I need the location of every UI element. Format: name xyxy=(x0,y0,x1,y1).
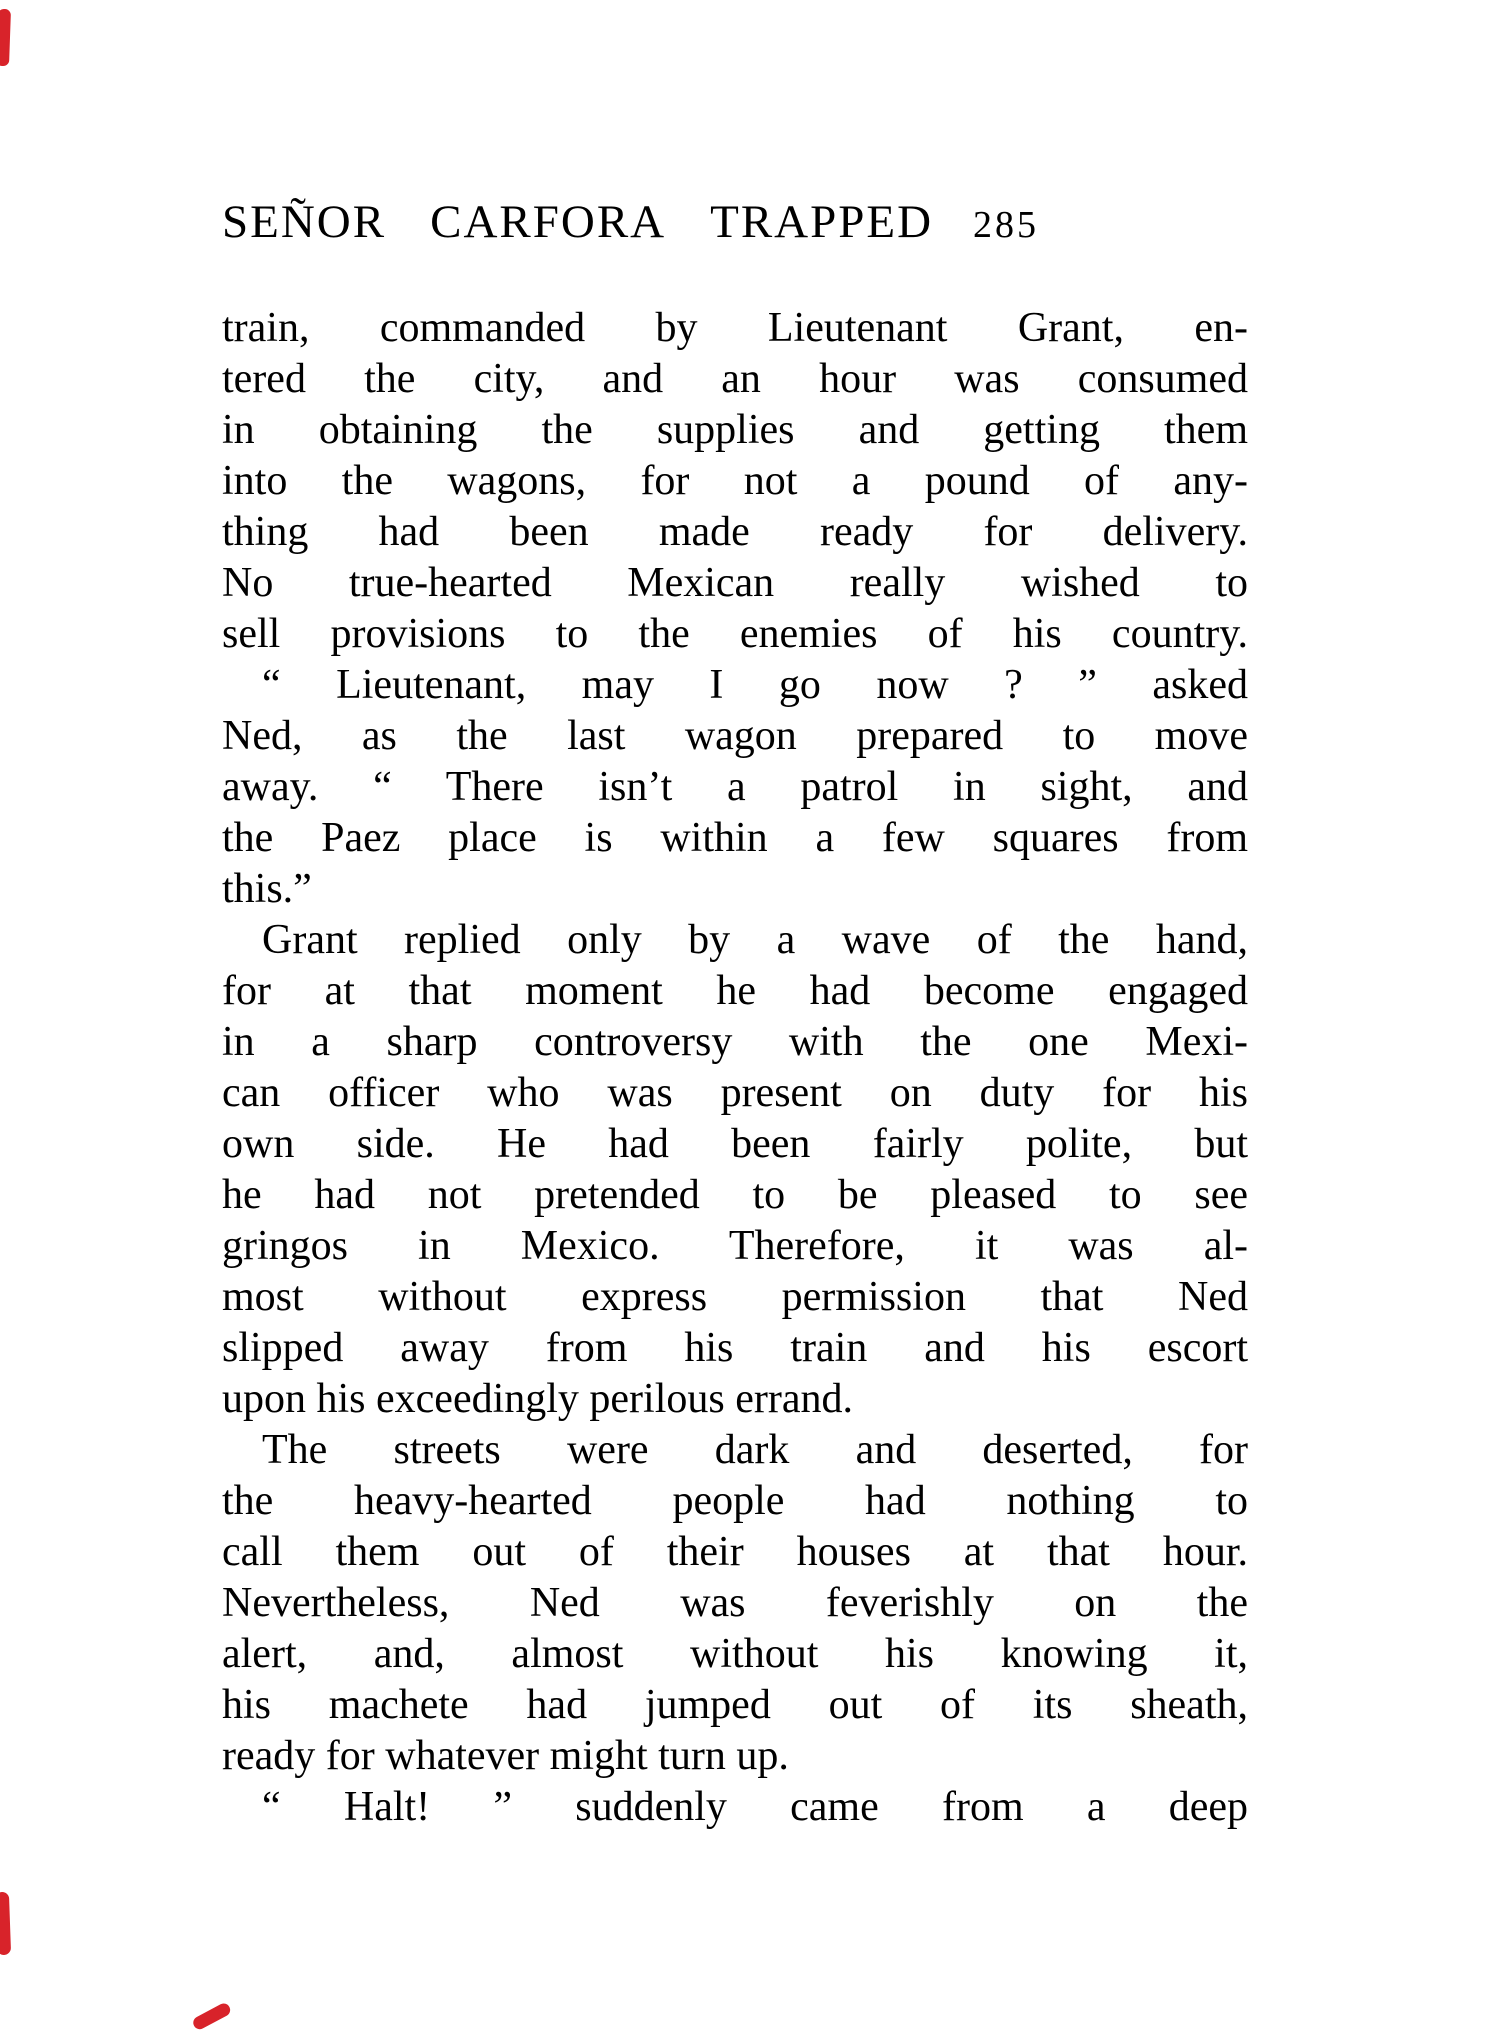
text-line: into the wagons, for not a pound of any- xyxy=(222,458,1248,504)
text-line: his machete had jumped out of its sheath, xyxy=(222,1682,1248,1728)
text-line: Grant replied only by a wave of the hand, xyxy=(262,917,1248,963)
page-header xyxy=(222,196,1039,251)
red-pencil-mark-top-left xyxy=(0,9,11,66)
text-line: ready for whatever might turn up. xyxy=(222,1733,789,1779)
text-line: “ Lieutenant, may I go now ? ” asked xyxy=(262,662,1248,708)
text-line: in a sharp controversy with the one Mexi- xyxy=(222,1019,1248,1065)
page-number: 285 xyxy=(973,204,1040,246)
text-line: “ Halt! ” suddenly came from a deep xyxy=(262,1784,1248,1830)
text-line: thing had been made ready for delivery. xyxy=(222,509,1248,555)
text-line: for at that moment he had become engaged xyxy=(222,968,1248,1014)
text-line: can officer who was present on duty for his xyxy=(222,1070,1248,1116)
header-title-word: SEÑOR xyxy=(222,196,387,248)
header-title-word: CARFORA xyxy=(430,196,667,248)
text-line: slipped away from his train and his escort xyxy=(222,1325,1248,1371)
text-line: gringos in Mexico. Therefore, it was al- xyxy=(222,1223,1248,1269)
red-pencil-mark-bottom-left xyxy=(0,1892,11,1955)
text-line: Nevertheless, Ned was feverishly on the xyxy=(222,1580,1248,1626)
text-line: sell provisions to the enemies of his country. xyxy=(222,611,1248,657)
text-line: alert, and, almost without his knowing it, xyxy=(222,1631,1248,1677)
text-line: the heavy-hearted people had nothing to xyxy=(222,1478,1248,1524)
text-line: in obtaining the supplies and getting them xyxy=(222,407,1248,453)
red-pencil-mark-bottom xyxy=(191,2001,232,2031)
text-line: own side. He had been fairly polite, but xyxy=(222,1121,1248,1167)
header-title-word: TRAPPED xyxy=(710,196,934,248)
text-line: this.” xyxy=(222,866,312,912)
body-text xyxy=(222,303,1248,1833)
text-line: away. “ There isn’t a patrol in sight, and xyxy=(222,764,1248,810)
text-line: he had not pretended to be pleased to see xyxy=(222,1172,1248,1218)
text-line: No true-hearted Mexican really wished to xyxy=(222,560,1248,606)
text-line: most without express permission that Ned xyxy=(222,1274,1248,1320)
text-line: Ned, as the last wagon prepared to move xyxy=(222,713,1248,759)
text-line: The streets were dark and deserted, for xyxy=(262,1427,1248,1473)
text-line: call them out of their houses at that hour. xyxy=(222,1529,1248,1575)
text-line: train, commanded by Lieutenant Grant, en- xyxy=(222,305,1248,351)
text-line: upon his exceedingly perilous errand. xyxy=(222,1376,853,1422)
text-line: tered the city, and an hour was consumed xyxy=(222,356,1248,402)
text-line: the Paez place is within a few squares from xyxy=(222,815,1248,861)
